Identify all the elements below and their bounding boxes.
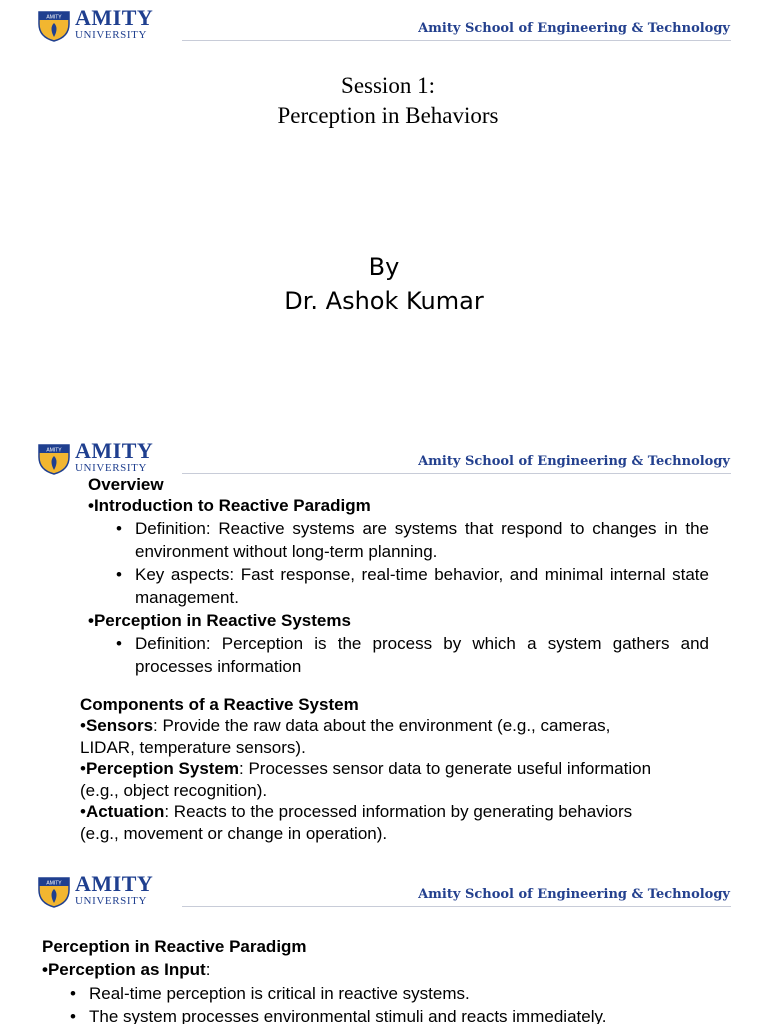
logo-subtitle: UNIVERSITY bbox=[75, 462, 147, 474]
bullet-dot: • bbox=[70, 984, 76, 1003]
sensors-line-2: LIDAR, temperature sensors). bbox=[80, 738, 306, 757]
logo-subtitle: UNIVERSITY bbox=[75, 895, 147, 907]
perception-input-line bbox=[42, 958, 210, 981]
svg-text:AMITY: AMITY bbox=[46, 880, 62, 887]
sensors-label: Sensors bbox=[85, 716, 154, 735]
list-item: Real-time perception is critical in reactive systems. bbox=[89, 984, 470, 1003]
school-header: Amity School of Engineering & Technology bbox=[418, 454, 730, 469]
amity-shield-icon bbox=[37, 443, 71, 475]
bullet-dot: • bbox=[116, 634, 122, 653]
header-divider bbox=[182, 906, 731, 907]
school-header: Amity School of Engineering & Technology bbox=[418, 21, 730, 36]
perception-system-label: Perception System bbox=[85, 759, 240, 778]
author-name: Dr. Ashok Kumar bbox=[284, 287, 484, 315]
svg-text:AMITY: AMITY bbox=[46, 447, 62, 454]
intro-definition: Definition: Reactive systems are systems that respond to changes in the environment without long-term planning. bbox=[135, 519, 709, 561]
amity-logo bbox=[37, 438, 172, 476]
amity-logo bbox=[37, 871, 172, 909]
colon: : bbox=[205, 960, 211, 979]
sensors-text: : Provide the raw data about the environment (e.g., cameras, bbox=[153, 716, 611, 735]
bullet-dot: • bbox=[116, 565, 122, 584]
bullet-dot: • bbox=[70, 1007, 76, 1024]
amity-shield-icon bbox=[37, 10, 71, 42]
header-divider bbox=[182, 40, 731, 41]
perception-paradigm-heading: Perception in Reactive Paradigm bbox=[42, 937, 307, 956]
header-divider bbox=[182, 473, 731, 474]
amity-logo bbox=[37, 5, 172, 43]
components-heading: Components of a Reactive System bbox=[80, 695, 359, 714]
actuation-label: Actuation bbox=[85, 802, 165, 821]
bullet-dot: • bbox=[116, 519, 122, 538]
slide-1 bbox=[0, 0, 768, 423]
slide-3 bbox=[0, 866, 768, 1024]
perception-definition: Definition: Perception is the process by which a system gathers and processes information bbox=[135, 634, 709, 676]
session-subtitle: Perception in Behaviors bbox=[277, 103, 499, 128]
bullet-dot: • bbox=[80, 802, 86, 821]
intro-bullet: •Introduction to Reactive Paradigm bbox=[88, 496, 371, 515]
perception-system-text: : Processes sensor data to generate useful information bbox=[239, 759, 652, 778]
bullet-dot: • bbox=[80, 716, 86, 735]
actuation-text: : Reacts to the processed information by generating behaviors bbox=[164, 802, 633, 821]
bullet-dot: • bbox=[80, 759, 86, 778]
session-title: Session 1: bbox=[341, 73, 435, 98]
amity-shield-icon bbox=[37, 876, 71, 908]
logo-subtitle: UNIVERSITY bbox=[75, 29, 147, 41]
actuation-line bbox=[80, 800, 632, 823]
by-label: By bbox=[368, 253, 400, 281]
perception-input-label: Perception as Input bbox=[47, 960, 206, 979]
actuation-line-2: (e.g., movement or change in operation). bbox=[80, 824, 388, 843]
logo-wordmark: AMITY bbox=[75, 438, 154, 463]
logo-wordmark: AMITY bbox=[75, 5, 154, 30]
intro-key-aspects: Key aspects: Fast response, real-time behavior, and minimal internal state management. bbox=[135, 565, 709, 607]
logo-wordmark: AMITY bbox=[75, 871, 154, 896]
list-item: The system processes environmental stimuli and reacts immediately. bbox=[89, 1007, 607, 1024]
svg-text:AMITY: AMITY bbox=[46, 14, 62, 21]
sensors-line bbox=[80, 714, 610, 737]
perception-system-line-2: (e.g., object recognition). bbox=[80, 781, 268, 800]
perception-bullet: •Perception in Reactive Systems bbox=[88, 611, 351, 630]
slide-2 bbox=[0, 433, 768, 856]
school-header: Amity School of Engineering & Technology bbox=[418, 887, 730, 902]
perception-system-line bbox=[80, 757, 651, 780]
overview-heading: Overview bbox=[88, 475, 164, 494]
bullet-dot: • bbox=[42, 960, 48, 979]
